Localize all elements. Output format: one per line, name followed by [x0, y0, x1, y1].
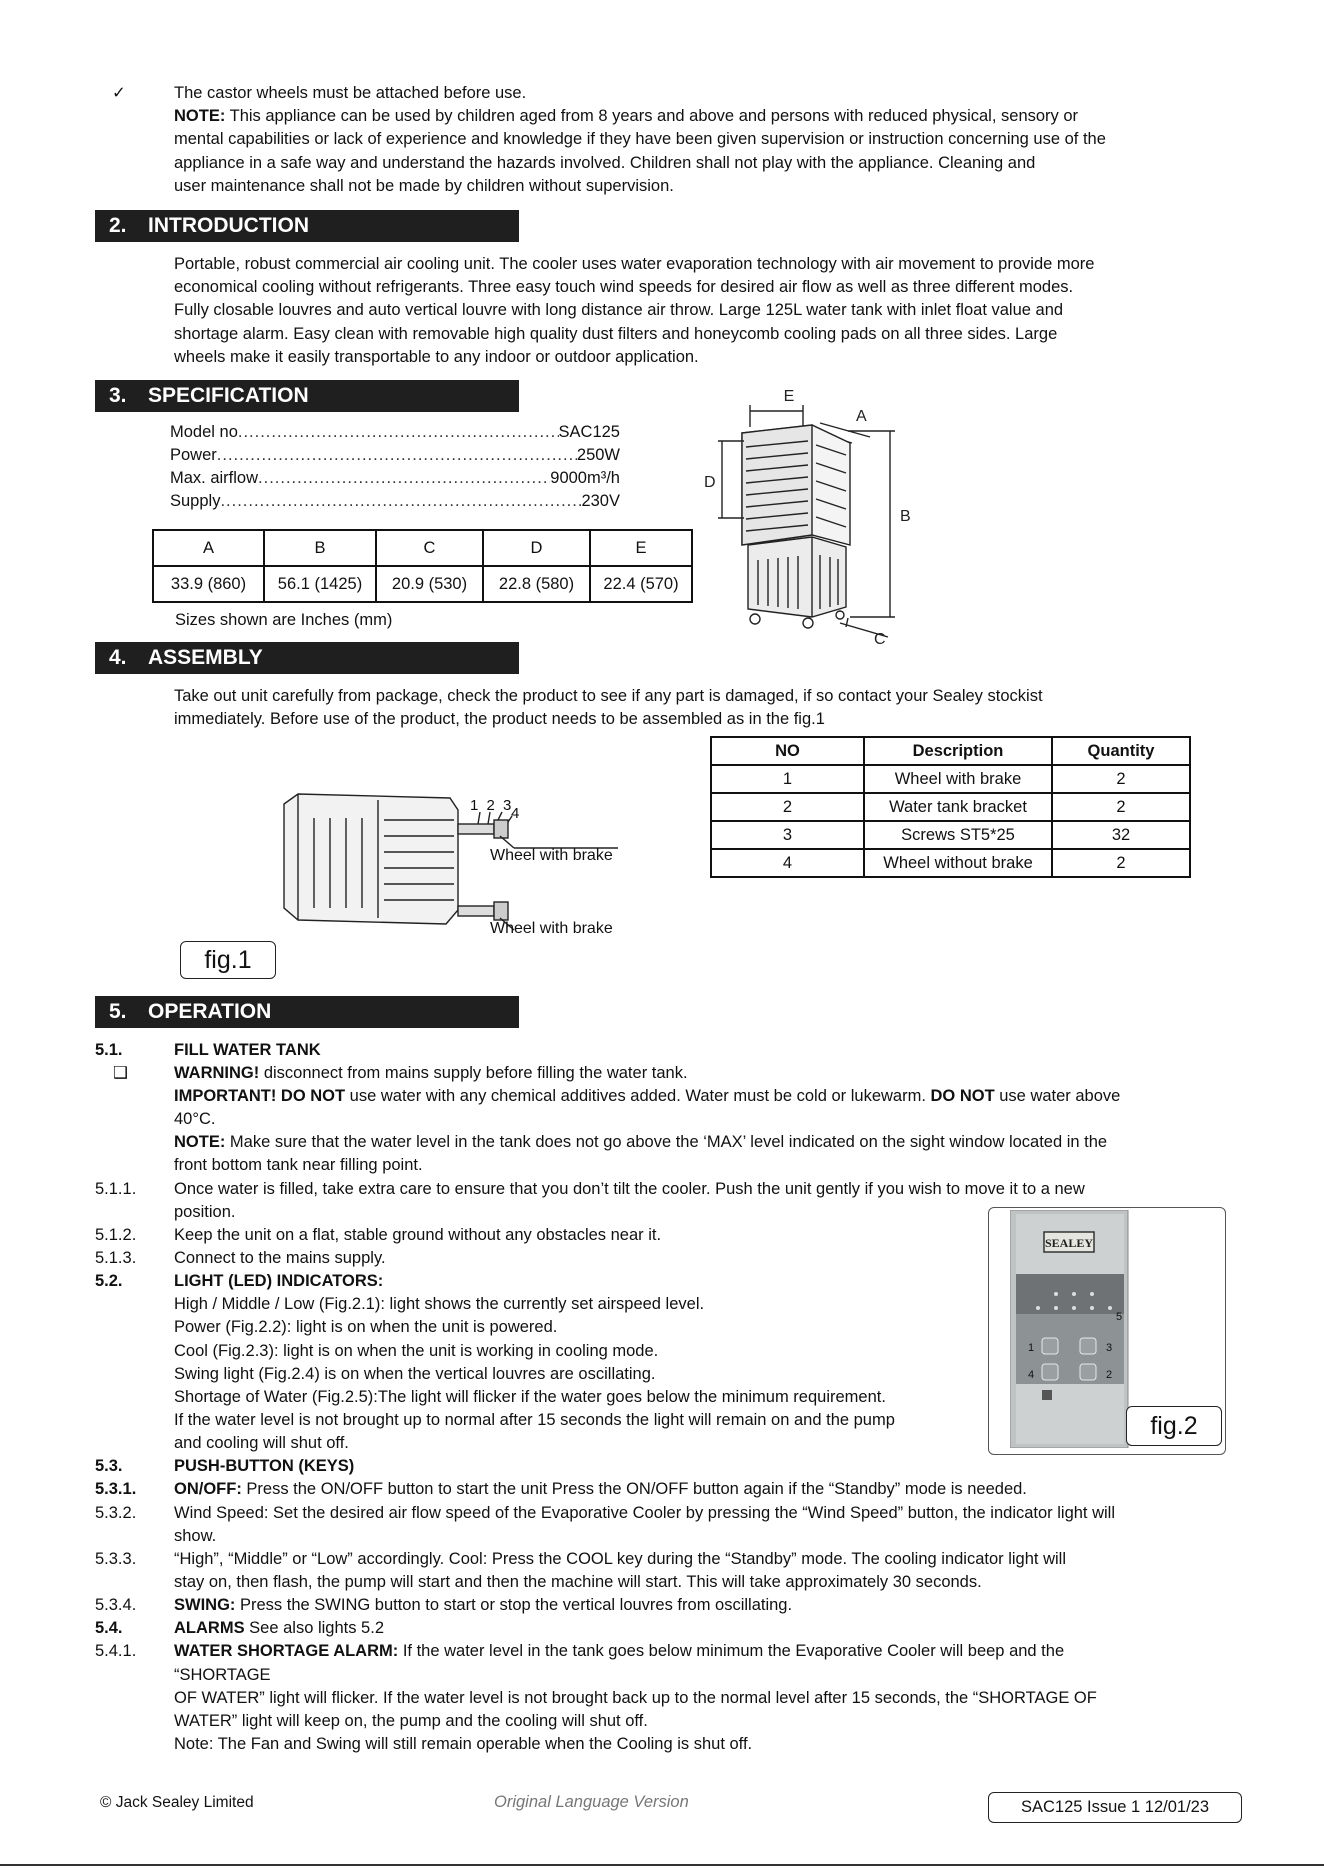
- section-number: 4.: [109, 646, 127, 669]
- note-line-3: appliance in a safe way and understand the hazards involved. Children shall not play with the appliance. Cleaning and: [174, 153, 1036, 172]
- led-text: Shortage of Water (Fig.2.5):The light will flicker if the water goes below the minimum requirement.: [174, 1388, 886, 1406]
- callout-four: 4: [511, 805, 520, 822]
- fig1-label: fig.1: [180, 941, 276, 979]
- table-cell: Screws ST5*25: [864, 821, 1052, 849]
- spec-label: Supply: [170, 492, 221, 510]
- clause-number: 5.3.4.: [95, 1596, 137, 1614]
- footer-copyright: © Jack Sealey Limited: [100, 1794, 254, 1811]
- section-header-specification: [95, 380, 519, 412]
- spec-value: 230V: [581, 492, 620, 510]
- clause-5-3-4: [95, 1594, 1235, 1617]
- spec-row-model: [170, 421, 620, 444]
- dim-label-b: B: [900, 508, 911, 525]
- clause-5-4-1-cont: [95, 1664, 1235, 1687]
- note-row-2: [95, 1154, 1235, 1177]
- clause-text: Connect to the mains supply.: [174, 1249, 386, 1267]
- clause-text: Press the ON/OFF button to start the unit Press the ON/OFF button again if the “Standby” mode is needed.: [241, 1480, 1027, 1498]
- clause-5-4-1-cont: [95, 1687, 1235, 1710]
- warning-text: disconnect from mains supply before filling the water tank.: [259, 1064, 688, 1082]
- dim-label-d: D: [704, 474, 716, 491]
- clause-title: PUSH-BUTTON (KEYS): [174, 1457, 355, 1475]
- note-line-1: [174, 105, 1234, 128]
- intro-line: economical cooling without refrigerants. Three easy touch wind speeds for desired air flow as well as three different modes.: [174, 278, 1074, 297]
- clause-5-4-1: [95, 1640, 1235, 1663]
- important-text: 40°C.: [174, 1110, 216, 1128]
- intro-line: shortage alarm. Easy clean with removable high quality dust filters and honeycomb cooling pads on all three sides. Large: [174, 324, 1058, 343]
- cooler-dimension-diagram: [700, 385, 940, 647]
- spec-row-supply: [170, 490, 620, 513]
- table-header-cell: C: [376, 530, 483, 566]
- table-cell: 2: [1052, 765, 1190, 793]
- clause-label: SWING:: [174, 1596, 236, 1614]
- clause-number: 5.4.: [95, 1619, 123, 1637]
- table-cell: 32: [1052, 821, 1190, 849]
- wheel-label-lower: Wheel with brake: [490, 920, 613, 937]
- led-text: Power (Fig.2.2): light is on when the unit is powered.: [174, 1318, 558, 1336]
- clause-number: 5.1.2.: [95, 1226, 137, 1244]
- dimensions-value-row: [153, 566, 692, 602]
- section-title: INTRODUCTION: [148, 214, 309, 237]
- clause-5-3-1: [95, 1478, 1235, 1501]
- spec-value: SAC125: [558, 423, 620, 441]
- clause-text: Wind Speed: Set the desired air flow speed of the Evaporative Cooler by pressing the “Wind Speed” button, the indicator light will: [174, 1504, 1116, 1522]
- clause-text: Note: The Fan and Swing will still remain operable when the Cooling is shut off.: [174, 1735, 753, 1753]
- note-text: This appliance can be used by children aged from 8 years and above and persons with reduced physical, sensory or: [225, 107, 1079, 126]
- clause-number: 5.3.1.: [95, 1480, 137, 1498]
- section-number: 2.: [109, 214, 127, 237]
- clause-text: WATER” light will keep on, the pump and the cooling will shut off.: [174, 1712, 648, 1730]
- section-number: 3.: [109, 384, 127, 407]
- clause-text: stay on, then flash, the pump will start and then the machine will start. This will take approximately 30 seconds.: [174, 1573, 982, 1591]
- table-cell: 2: [1052, 793, 1190, 821]
- table-cell: 1: [711, 765, 864, 793]
- spec-value: 250W: [576, 446, 620, 464]
- panel-num-5: 5: [1116, 1311, 1123, 1323]
- checkbox-icon: ❑: [113, 1064, 128, 1082]
- clause-text: position.: [174, 1203, 236, 1221]
- dim-label-c: C: [874, 631, 886, 647]
- led-text: Cool (Fig.2.3): light is on when the unit is working in cooling mode.: [174, 1342, 659, 1360]
- important-text: use water with any chemical additives added. Water must be cold or lukewarm.: [345, 1087, 931, 1105]
- clause-text: OF WATER” light will flicker. If the water level is not brought back up to the normal level after 15 seconds, the “SHORTAGE OF: [174, 1689, 1097, 1707]
- warning-label: WARNING!: [174, 1064, 260, 1082]
- table-header-cell: E: [590, 530, 692, 566]
- led-text: High / Middle / Low (Fig.2.1): light shows the currently set airspeed level.: [174, 1295, 705, 1313]
- clause-label: ON/OFF:: [174, 1480, 242, 1498]
- note-label: NOTE:: [174, 1133, 226, 1151]
- assembly-line: immediately. Before use of the product, the product needs to be assembled as in the fig.1: [174, 710, 825, 729]
- wheel-label-upper: Wheel with brake: [490, 847, 613, 864]
- introduction-text: [174, 253, 1234, 369]
- intro-line: wheels make it easily transportable to any indoor or outdoor application.: [174, 347, 699, 366]
- section-number: 5.: [109, 1000, 127, 1023]
- callout-numbers: 1 2 3: [470, 797, 514, 814]
- sizes-note: Sizes shown are Inches (mm): [175, 611, 393, 629]
- clause-number: 5.3.2.: [95, 1504, 137, 1522]
- clause-5-3-2-cont: [95, 1525, 1235, 1548]
- note-line-2: mental capabilities or lack of experience and knowledge if they have been given supervision or instruction concerning use of the: [174, 130, 1106, 149]
- table-row: [711, 793, 1190, 821]
- dimensions-header-row: [153, 530, 692, 566]
- spec-label: Max. airflow: [170, 469, 259, 487]
- leader-dots: [258, 467, 550, 490]
- section-title: SPECIFICATION: [148, 384, 309, 407]
- important-row: [95, 1085, 1235, 1108]
- heading-5-3: [95, 1455, 1235, 1478]
- table-cell: Wheel without brake: [864, 849, 1052, 877]
- clause-label: WATER SHORTAGE ALARM:: [174, 1642, 399, 1660]
- assembly-line: Take out unit carefully from package, check the product to see if any part is damaged, if so contact your Sealey stockist: [174, 687, 1043, 705]
- dim-label-a: A: [856, 408, 867, 425]
- panel-num-3: 3: [1106, 1342, 1113, 1354]
- footer-issue: SAC125 Issue 1 12/01/23: [988, 1792, 1242, 1823]
- clause-5-3-3: [95, 1548, 1235, 1571]
- clause-title: LIGHT (LED) INDICATORS:: [174, 1272, 384, 1290]
- table-cell: 20.9 (530): [376, 566, 483, 602]
- dim-label-e: E: [783, 388, 795, 405]
- table-header-cell: NO: [711, 737, 864, 765]
- led-text: and cooling will shut off.: [174, 1434, 349, 1452]
- leader-dots: [220, 490, 581, 513]
- table-cell: 4: [711, 849, 864, 877]
- spec-row-airflow: [170, 467, 620, 490]
- led-text: Swing light (Fig.2.4) is on when the vertical louvres are oscillating.: [174, 1365, 656, 1383]
- intro-line: Fully closable louvres and auto vertical louvre with long distance air throw. Large 125L water tank with inlet float value and: [174, 301, 1064, 320]
- assembly-text: [174, 685, 1234, 731]
- control-panel-image: [1010, 1210, 1130, 1448]
- clause-title: ALARMS: [174, 1619, 245, 1637]
- clause-text: “High”, “Middle” or “Low” accordingly. Cool: Press the COOL key during the “Standby” mode. The cooling indicator light will: [174, 1550, 1066, 1568]
- table-cell: 22.8 (580): [483, 566, 590, 602]
- table-header-cell: A: [153, 530, 264, 566]
- clause-number: 5.2.: [95, 1272, 123, 1290]
- table-cell: 56.1 (1425): [264, 566, 376, 602]
- panel-brand: SEALEY: [1044, 1236, 1094, 1250]
- table-header-cell: D: [483, 530, 590, 566]
- panel-num-1: 1: [1028, 1342, 1035, 1354]
- section-header-assembly: [95, 642, 519, 674]
- footer-language: Original Language Version: [494, 1793, 689, 1811]
- clause-5-3-2: [95, 1502, 1235, 1525]
- table-header-cell: Quantity: [1052, 737, 1190, 765]
- clause-number: 5.3.: [95, 1457, 123, 1475]
- table-cell: 3: [711, 821, 864, 849]
- clause-title: FILL WATER TANK: [174, 1041, 321, 1059]
- clause-5-4-1-cont: [95, 1733, 1235, 1756]
- table-cell: Water tank bracket: [864, 793, 1052, 821]
- panel-num-4: 4: [1028, 1369, 1035, 1381]
- table-row: [711, 765, 1190, 793]
- section-title: ASSEMBLY: [148, 646, 263, 669]
- panel-num-2: 2: [1106, 1369, 1113, 1381]
- note-line-4: user maintenance shall not be made by children without supervision.: [174, 176, 674, 195]
- note-row: [95, 1131, 1235, 1154]
- clause-text: If the water level in the tank goes below minimum the Evaporative Cooler will beep and the: [398, 1642, 1065, 1660]
- leader-dots: [217, 444, 577, 467]
- section-header-operation: [95, 996, 519, 1028]
- intro-line: Portable, robust commercial air cooling unit. The cooler uses water evaporation technology with air movement to provide more: [174, 255, 1095, 273]
- heading-5-1: [95, 1039, 1235, 1062]
- clause-number: 5.3.3.: [95, 1550, 137, 1568]
- table-row: [711, 849, 1190, 877]
- clause-5-3-3-cont: [95, 1571, 1235, 1594]
- clause-text: Once water is filled, take extra care to ensure that you don’t tilt the cooler. Push the unit gently if you wish to move it to a new: [174, 1180, 1085, 1198]
- important-label: DO NOT: [930, 1087, 995, 1105]
- clause-text: “SHORTAGE: [174, 1666, 271, 1684]
- note-text: Make sure that the water level in the tank does not go above the ‘MAX’ level indicated on the sight window located in the: [225, 1133, 1108, 1151]
- safety-note: [174, 82, 1234, 198]
- table-cell: Wheel with brake: [864, 765, 1052, 793]
- heading-5-4: [95, 1617, 1235, 1640]
- clause-text: show.: [174, 1527, 217, 1545]
- table-cell: 2: [711, 793, 864, 821]
- clause-number: 5.1.1.: [95, 1180, 137, 1198]
- clause-number: 5.1.: [95, 1041, 123, 1059]
- clause-text: Keep the unit on a flat, stable ground without any obstacles near it.: [174, 1226, 662, 1244]
- important-row-2: [95, 1108, 1235, 1131]
- spec-row-power: [170, 444, 620, 467]
- note-text: front bottom tank near filling point.: [174, 1156, 423, 1174]
- clause-number: 5.4.1.: [95, 1642, 137, 1660]
- led-text: If the water level is not brought up to normal after 15 seconds the light will remain on and the pump: [174, 1411, 895, 1429]
- table-row: [711, 821, 1190, 849]
- parts-header-row: [711, 737, 1190, 765]
- spec-label: Model no: [170, 423, 238, 441]
- assembly-drawing: [278, 790, 628, 940]
- clause-number: 5.1.3.: [95, 1249, 137, 1267]
- spec-label: Power: [170, 446, 217, 464]
- fig2-label: fig.2: [1126, 1406, 1222, 1446]
- important-text: use water above: [994, 1087, 1121, 1105]
- clause-5-4-1-cont: [95, 1710, 1235, 1733]
- clause-5-1-1: [95, 1178, 1235, 1201]
- checkmark-icon: ✓: [112, 84, 126, 102]
- dimensions-table: [152, 529, 693, 603]
- spec-value: 9000m³/h: [550, 469, 620, 487]
- clause-text: See also lights 5.2: [244, 1619, 384, 1637]
- table-header-cell: Description: [864, 737, 1052, 765]
- warning-row: [95, 1062, 1235, 1085]
- parts-table: [710, 736, 1191, 878]
- clause-text: Press the SWING button to start or stop the vertical louvres from oscillating.: [235, 1596, 793, 1614]
- section-header-introduction: [95, 210, 519, 242]
- table-cell: 2: [1052, 849, 1190, 877]
- note-label: NOTE:: [174, 107, 226, 126]
- important-label: IMPORTANT! DO NOT: [174, 1087, 346, 1105]
- leader-dots: [238, 421, 559, 444]
- section-title: OPERATION: [148, 1000, 272, 1023]
- table-cell: 33.9 (860): [153, 566, 264, 602]
- page-bottom-rule: [0, 1864, 1324, 1866]
- castor-line: The castor wheels must be attached before use.: [174, 84, 527, 102]
- table-cell: 22.4 (570): [590, 566, 692, 602]
- table-header-cell: B: [264, 530, 376, 566]
